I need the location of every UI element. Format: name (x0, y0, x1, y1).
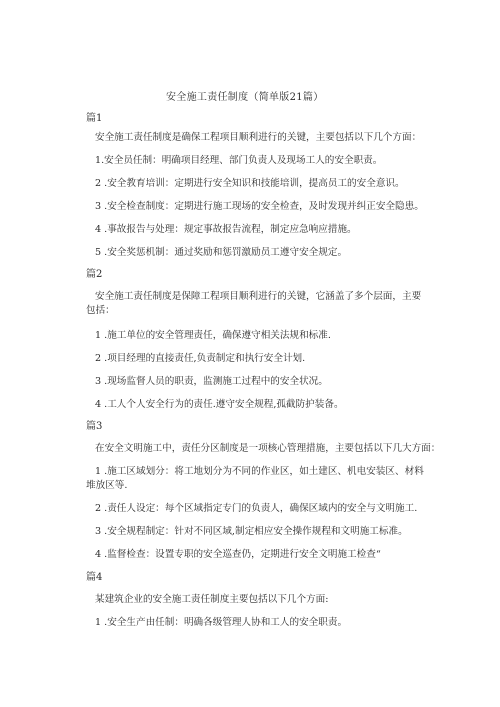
section-intro: 在安全文明施工中，责任分区制度是一项核心管理措施，主要包括以下几大方面： (95, 443, 441, 454)
section-heading: 篇4 (86, 572, 103, 583)
section-heading: 篇3 (86, 421, 103, 432)
section-heading: 篇1 (86, 113, 103, 124)
section-heading: 篇2 (86, 269, 103, 280)
list-item: 4 .工人个人安全行为的责任.遵守安全规程,孤截防护装备。 (95, 399, 344, 410)
list-item: 3 .安全规程制定：针对不同区域,制定相应安全操作规程和文明施工标准。 (95, 526, 408, 537)
list-item: 2 .安全教育培训：定期进行安全知识和技能培训，提高员工的安全意识。 (95, 178, 405, 189)
list-item: 1 .施工区域划分：将工地划分为不同的作业区，如土建区、机电安装区、材料堆放区等. (86, 466, 424, 491)
section-intro: 某建筑企业的安全施工责任制度主要包括以下几个方面: (95, 594, 329, 605)
section-intro: 安全施工责任制度是保障工程项目顺利进行的关键，它涵盖了多个层面，主要包括： (86, 291, 422, 316)
list-item: 1 .施工单位的安全管理责任，确保遵守相关法规和标准. (95, 330, 331, 341)
list-item: 2 .责任人设定：每个区域指定专门的负责人，确保区域内的安全与文明施工. (95, 503, 418, 514)
list-item: 1.安全员任制：明确项目经理、部门负责人及现场工人的安全职责。 (95, 155, 383, 166)
document-title: 安全施工责任制度（简单版21篇） (166, 92, 324, 103)
list-item: 5 .安全奖惩机制：通过奖励和惩罚激励员工遵守安全规定。 (95, 247, 348, 258)
list-item: 3 .现场监督人员的职责，监测施工过程中的安全状况。 (95, 376, 328, 387)
list-item: 4 .监督检查：设置专职的安全巡查仍，定期进行安全文明施工检查“ (95, 549, 381, 560)
list-item: 4 .事故报告与处理：规定事故报告流程，制定应急响应措施。 (95, 224, 357, 235)
list-item: 2 .项目经理的直接责任,负责制定和执行安全计划. (95, 353, 306, 364)
list-item: 3 .安全检查制度：定期进行施工现场的安全检查，及时发现并纠正安全隐患。 (95, 201, 424, 212)
list-item: 1 .安全生产由任制：明确各级管理人协和工人的安全职责。 (95, 617, 348, 628)
section-intro: 安全施工责任制度是确保工程项目顺利进行的关键，主要包括以下几个方面： (95, 132, 422, 143)
